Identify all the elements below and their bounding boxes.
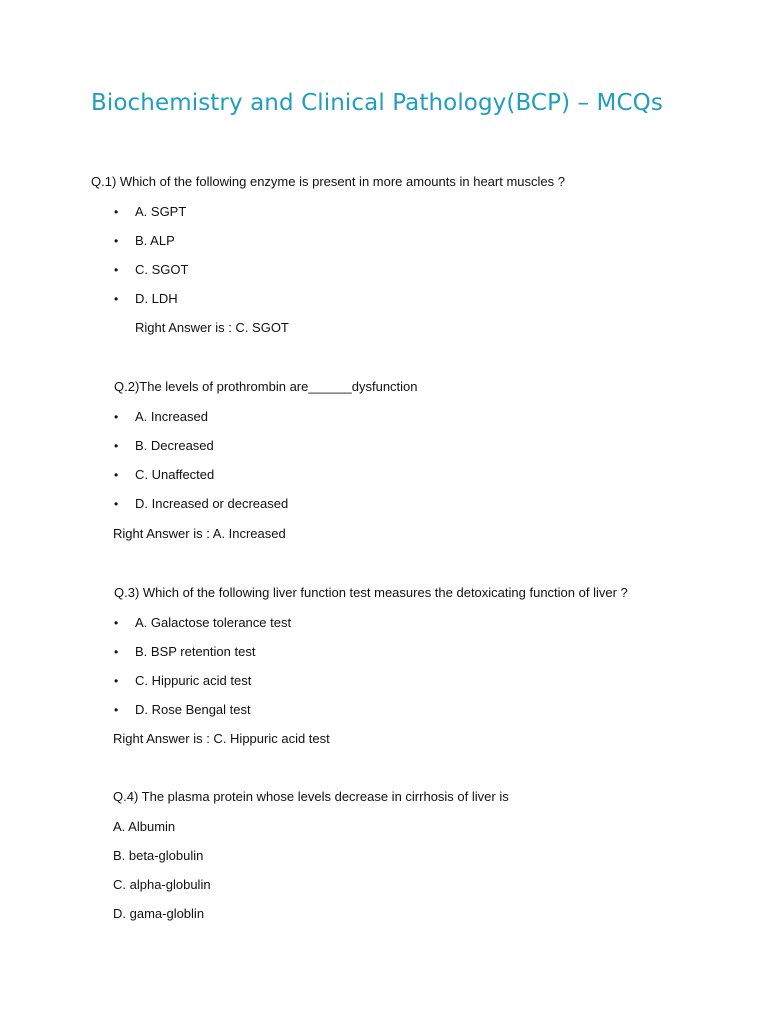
bullet-icon: • bbox=[114, 234, 119, 248]
bullet-icon: • bbox=[114, 674, 119, 688]
option-label: C. SGOT bbox=[135, 262, 189, 277]
question-4-option-c: C. alpha-globulin bbox=[113, 877, 211, 892]
bullet-icon: • bbox=[114, 439, 119, 453]
question-4-option-d: D. gama-globlin bbox=[113, 906, 205, 921]
question-1-answer: Right Answer is : C. SGOT bbox=[135, 320, 289, 335]
bullet-icon: • bbox=[114, 292, 119, 306]
question-3-answer: Right Answer is : C. Hippuric acid test bbox=[113, 731, 330, 746]
question-1-option-d bbox=[114, 291, 178, 307]
option-label: A. SGPT bbox=[135, 204, 187, 219]
bullet-icon: • bbox=[114, 703, 119, 717]
question-4-option-a: A. Albumin bbox=[113, 819, 176, 834]
bullet-icon: • bbox=[114, 497, 119, 511]
option-label: B. ALP bbox=[135, 233, 175, 248]
question-2-answer: Right Answer is : A. Increased bbox=[113, 526, 286, 541]
question-2-option-d bbox=[114, 496, 289, 512]
option-label: C. Hippuric acid test bbox=[135, 673, 252, 688]
question-3-option-c bbox=[114, 673, 252, 689]
question-3-option-d bbox=[114, 702, 251, 718]
bullet-icon: • bbox=[114, 645, 119, 659]
question-4-text: Q.4) The plasma protein whose levels decrease in cirrhosis of liver is bbox=[113, 789, 509, 804]
question-4-option-b: B. beta-globulin bbox=[113, 848, 204, 863]
question-3-option-b bbox=[114, 644, 256, 660]
question-2-option-c bbox=[114, 467, 215, 483]
option-label: D. Increased or decreased bbox=[135, 496, 289, 511]
page-title: Biochemistry and Clinical Pathology(BCP) – MCQs bbox=[91, 90, 663, 116]
bullet-icon: • bbox=[114, 205, 119, 219]
option-label: B. BSP retention test bbox=[135, 644, 256, 659]
bullet-icon: • bbox=[114, 468, 119, 482]
question-2-option-a bbox=[114, 409, 208, 425]
option-label: C. Unaffected bbox=[135, 467, 215, 482]
question-3-option-a bbox=[114, 615, 292, 631]
bullet-icon: • bbox=[114, 263, 119, 277]
question-1-option-b bbox=[114, 233, 175, 249]
question-1-option-a bbox=[114, 204, 187, 220]
option-label: A. Increased bbox=[135, 409, 208, 424]
option-label: A. Galactose tolerance test bbox=[135, 615, 292, 630]
question-1-option-c bbox=[114, 262, 189, 278]
bullet-icon: • bbox=[114, 410, 119, 424]
question-3-text: Q.3) Which of the following liver function test measures the detoxicating function of liver ? bbox=[114, 585, 628, 600]
question-2-text: Q.2)The levels of prothrombin are______dysfunction bbox=[114, 379, 418, 394]
option-label: B. Decreased bbox=[135, 438, 214, 453]
question-2-option-b bbox=[114, 438, 214, 454]
bullet-icon: • bbox=[114, 616, 119, 630]
question-1-text: Q.1) Which of the following enzyme is present in more amounts in heart muscles ? bbox=[91, 174, 565, 189]
option-label: D. LDH bbox=[135, 291, 178, 306]
option-label: D. Rose Bengal test bbox=[135, 702, 251, 717]
